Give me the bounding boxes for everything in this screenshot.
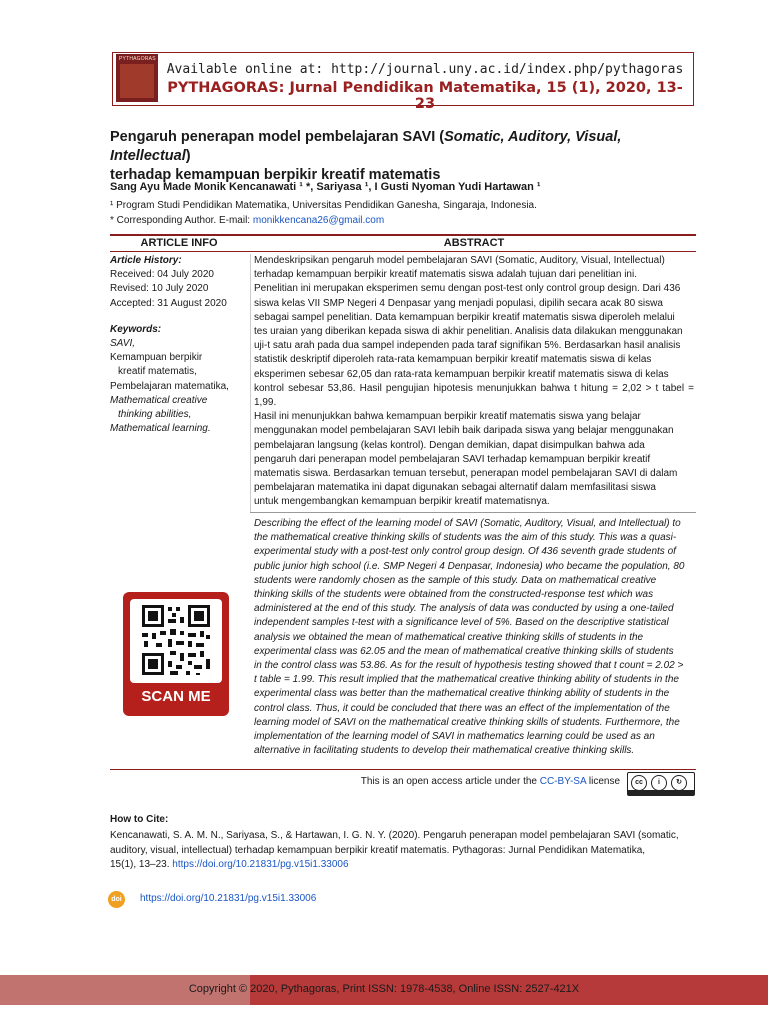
title-part2: ) bbox=[185, 148, 191, 164]
abstract-line: public junior high school (i.e. SMP Negeri 4 Denpasar, Indonesia) who became the population, 80 bbox=[254, 560, 685, 572]
title-line2: terhadap kemampuan berpikir kreatif matematis bbox=[110, 167, 441, 183]
history-heading: Article History: bbox=[110, 255, 182, 266]
footer-copyright: Copyright © 2020, Pythagoras, Print ISSN: 1978-4538, Online ISSN: 2527-421X bbox=[188, 983, 580, 995]
column-divider bbox=[250, 254, 251, 512]
abstract-line: learning model of SAVI on the mathematical creative thinking skills of students. Furthermore, the bbox=[254, 716, 680, 728]
abstract-line: matematis siswa. Berdasarkan temuan tersebut, penerapan model pembelajaran SAVI di dalam bbox=[254, 468, 678, 480]
abstract-line: experimental class was 62.05 and the mean of mathematical creative thinking skills of students bbox=[254, 645, 674, 657]
abstract-line: independent samples t-test with a significance level of 5%. Based on the descriptive statistical bbox=[254, 617, 669, 629]
abstract-english bbox=[254, 517, 694, 758]
doi-icon: doi bbox=[108, 891, 125, 908]
abstract-line: students were randomly chosen as the sample of this study. Data on mathematical creative bbox=[254, 574, 657, 586]
citation-doi-link[interactable]: https://doi.org/10.21831/pg.v15i1.33006 bbox=[172, 859, 349, 870]
title-part1: Pengaruh penerapan model pembelajaran SAVI ( bbox=[110, 129, 445, 145]
abstract-line: siswa kelas VII SMP Negeri 4 Denpasar yang menjadi populasi, dipilih secara acak 80 siswa bbox=[254, 297, 663, 309]
abstract-bottom-rule bbox=[110, 769, 696, 770]
citation-pages: 15(1), 13–23. bbox=[110, 859, 173, 870]
qr-code bbox=[130, 599, 222, 683]
keyword-cont: thinking abilities, bbox=[118, 409, 192, 421]
abstract-line: the mathematical creative thinking skills of students was the aim of this study. This was a quasi- bbox=[254, 532, 677, 544]
citation-text bbox=[110, 829, 698, 873]
citation-line: Kencanawati, S. A. M. N., Sariyasa, S., & Hartawan, I. G. N. Y. (2020). Pengaruh penerapan model pembelajaran SAVI (somatic, bbox=[110, 830, 679, 841]
article-info-heading: ARTICLE INFO bbox=[140, 237, 218, 249]
sa-icon: ↻ bbox=[671, 775, 687, 791]
abstract-line: experimental class was better than the mathematical creative thinking ability of students in the bbox=[254, 688, 670, 700]
cc-label-bar bbox=[628, 790, 694, 795]
received-date: Received: 04 July 2020 bbox=[110, 269, 214, 281]
abstract-line: analysis we obtained the mean of mathematical creative thinking skills of students in the bbox=[254, 631, 644, 643]
abstract-line: experimental study with a post-test only control group design. Of 436 seventh grade students of bbox=[254, 546, 676, 558]
cc-icon: cc bbox=[631, 775, 647, 791]
license-line bbox=[280, 776, 620, 787]
keyword-cont: kreatif matematis, bbox=[118, 366, 197, 378]
corresponding-label: * Corresponding Author. E-mail: bbox=[110, 215, 253, 226]
abstract-line: Mendeskripsikan pengaruh model pembelajaran SAVI (Somatic, Auditory, Visual, Intellectual) bbox=[254, 255, 665, 266]
affiliation: ¹ Program Studi Pendidikan Matematika, Universitas Pendidikan Ganesha, Singaraja, Indonesia. bbox=[110, 200, 537, 211]
abstract-line: terhadap kemampuan berpikir kreatif matematis siswa adalah tujuan dari penelitian ini. bbox=[254, 269, 637, 281]
scan-me-label: SCAN ME bbox=[141, 688, 211, 705]
abstract-line: untuk mengembangkan kemampuan berpikir kreatif matematisnya. bbox=[254, 496, 550, 508]
license-prefix: This is an open access article under the bbox=[360, 776, 540, 787]
affiliation-block bbox=[110, 198, 700, 228]
article-info bbox=[110, 254, 248, 436]
keyword: Kemampuan berpikir bbox=[110, 352, 203, 364]
revised-date: Revised: 10 July 2020 bbox=[110, 283, 209, 295]
keyword: Pembelajaran matematika, bbox=[110, 380, 229, 392]
doi-link[interactable]: https://doi.org/10.21831/pg.v15i1.33006 bbox=[140, 893, 317, 904]
abstract-line: implementation of the learning model of SAVI in mathematics learning could be used as an bbox=[254, 731, 655, 743]
section-top-rule bbox=[110, 234, 696, 236]
available-online-line: Available online at: http://journal.uny.ac.id/index.php/pythagoras bbox=[166, 62, 684, 77]
abstract-line: menggunakan model pembelajaran SAVI lebih baik daripada siswa yang belajar menggunakan bbox=[254, 425, 674, 437]
keywords-heading: Keywords: bbox=[110, 323, 162, 335]
abstract-line: sebagai sampel penelitian. Data kemampuan berpikir kreatif matematis siswa diperoleh melalui bbox=[254, 311, 675, 323]
abstract-line: statistik deskriptif diperoleh rata-rata kemampuan berpikir kreatif matematis siswa di kelas bbox=[254, 354, 652, 366]
citation-line: auditory, visual, intellectual) terhadap kemampuan berpikir kreatif matematis. Pythagoras: Jurnal Pendidikan Matematika, bbox=[110, 844, 646, 856]
abstract-line: tes uraian yang diberikan kepada siswa di akhir penelitian. Analisis data dilakukan menggunakan bbox=[254, 326, 683, 338]
abstract-indonesian bbox=[254, 254, 694, 510]
paper-title bbox=[110, 128, 700, 185]
license-link[interactable]: CC-BY-SA bbox=[539, 776, 587, 787]
author-list: Sang Ayu Made Monik Kencanawati ¹ *, Sariyasa ¹, I Gusti Nyoman Yudi Hartawan ¹ bbox=[110, 181, 541, 193]
abstract-line: alternative in facilitating students to develop their mathematical creative thinking skills. bbox=[254, 745, 635, 757]
abstract-line: pembelajaran matematika ini dapat digunakan sebagai alternatif dalam memfasilitasi siswa bbox=[254, 482, 656, 494]
corresponding-author bbox=[110, 213, 700, 228]
abstract-line: Hasil ini menunjukkan bahwa kemampuan berpikir kreatif matematis siswa yang belajar bbox=[254, 411, 641, 423]
cover-art bbox=[120, 64, 154, 98]
email-link[interactable]: monikkencana26@gmail.com bbox=[252, 215, 385, 226]
how-to-cite-heading: How to Cite: bbox=[110, 814, 169, 825]
abstract-separator bbox=[250, 512, 696, 513]
title-italic: Somatic, Auditory, Visual, Intellectual bbox=[110, 129, 622, 164]
abstract-line: Penelitian ini merupakan eksperimen semu dengan post-test only control group design. Dari 436 bbox=[254, 283, 681, 295]
abstract-line: uji-t satu arah pada dua sampel independen pada taraf signifikan 5%. Berdasarkan hasil analisis bbox=[254, 340, 681, 352]
accepted-date: Accepted: 31 August 2020 bbox=[110, 297, 227, 309]
abstract-line: control class. Thus, it could be concluded that there was an effect of the implementation of the bbox=[254, 702, 670, 714]
abstract-line: eksperimen sebesar 62,05 dan rata-rata kemampuan berpikir kreatif matematis siswa di kelas bbox=[254, 368, 669, 380]
cover-title: PYTHAGORAS bbox=[119, 56, 156, 62]
abstract-heading: ABSTRACT bbox=[443, 237, 505, 249]
abstract-line: pembelajaran langsung (kelas kontrol). Dengan demikian, dapat disimpulkan bahwa ada bbox=[254, 439, 645, 451]
abstract-line: pengaruh dari penerapan model pembelajaran SAVI terhadap kemampuan berpikir kreatif bbox=[254, 453, 651, 465]
keyword: Mathematical learning. bbox=[110, 423, 211, 435]
journal-cover-image bbox=[116, 54, 158, 102]
keyword: SAVI, bbox=[110, 338, 136, 350]
cc-by-sa-badge[interactable] bbox=[627, 772, 695, 796]
keyword: Mathematical creative bbox=[110, 394, 208, 406]
abstract-line: Describing the effect of the learning model of SAVI (Somatic, Auditory, Visual, and Intellectual) to bbox=[254, 518, 681, 529]
abstract-line: t table = 1.99. This result implied that the mathematical creative thinking ability of students in the bbox=[254, 674, 679, 686]
abstract-line: kontrol sebesar 53,86. Hasil pengujian hipotesis menunjukkan bahwa t hitung = 2,02 > t tabel = 1,99. bbox=[254, 382, 694, 409]
qr-code-icon bbox=[130, 599, 222, 683]
section-heading-rule bbox=[110, 251, 696, 252]
abstract-line: thinking skills of the students were obtained from the constructed-response test which was bbox=[254, 589, 654, 601]
license-suffix: license bbox=[586, 776, 620, 787]
abstract-line: in the control class was 53.86. As for the result of hypothesis testing showed that t count = 2.02 > bbox=[254, 660, 684, 672]
abstract-line: administered at the end of this study. The analysis of data was conducted by using a one-tailed bbox=[254, 603, 674, 615]
citation-line bbox=[110, 858, 698, 873]
journal-citation-line: PYTHAGORAS: Jurnal Pendidikan Matematika, 15 (1), 2020, 13-23 bbox=[167, 80, 683, 112]
qr-code-badge[interactable] bbox=[123, 592, 229, 716]
by-icon: i bbox=[651, 775, 667, 791]
